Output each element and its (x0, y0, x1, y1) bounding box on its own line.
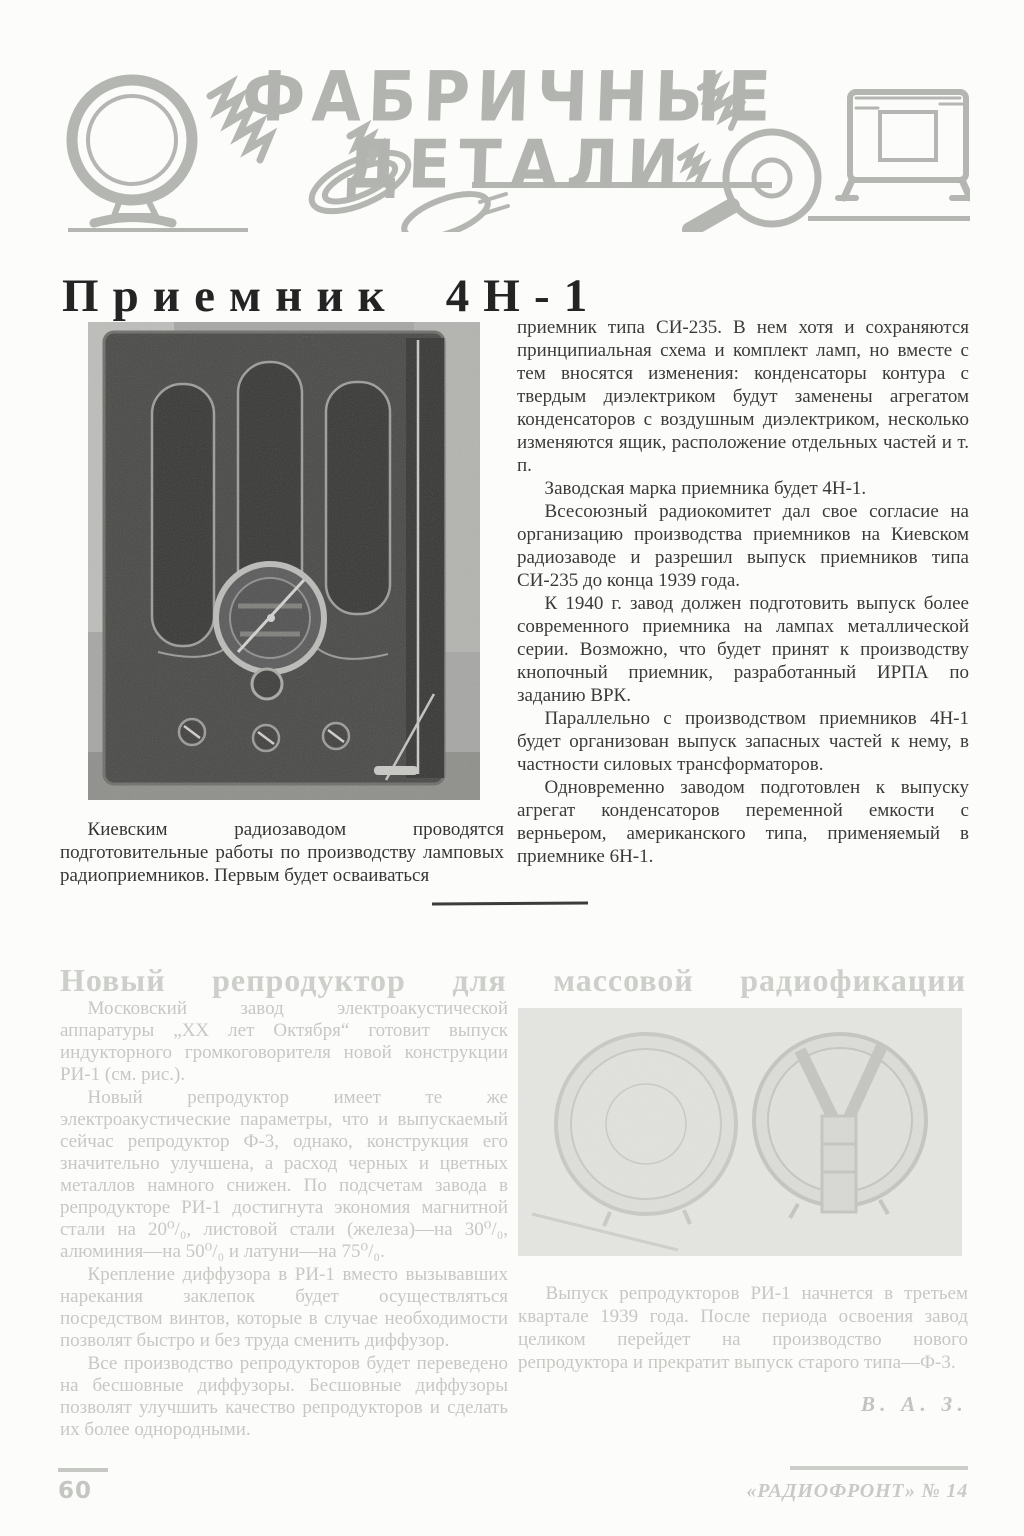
article1-title: Приемник 4Н-1 (62, 270, 602, 323)
paragraph: приемник типа СИ-235. В нем хотя и сохраняются принципиальная схема и комплект ламп, но вместе с тем вносятся изменения: конденсаторы контура с твердым диэлектриком будут заменены агрегатом конденсаторов с воздушным диэлектриком, несколько изменяются ящик, расположение отдельных частей и т. п. (517, 317, 969, 476)
paragraph: Новый репродуктор имеет те же электроакустические параметры, что и выпускаемый сейчас репродуктор Ф-3, однако, конструкция его значительно улучшена, а расход черных и цветных металлов намного снижен. По подсчетам завода в репродукторе РИ-1 достигнута экономия магнитной стали на 20⁰/₀, листовой стали (железа)—на 30⁰/₀, алюминия—на 50⁰/₀ и латуни—на 75⁰/₀. (60, 1087, 508, 1262)
paragraph: Московский завод электроакустической аппаратуры „XX лет Октября“ готовит выпуск индукторного громкоговорителя новой конструкции РИ-1 (см. рис.). (60, 998, 508, 1085)
paragraph: Параллельно с производством приемников 4Н-1 будет организован выпуск запасных частей к нему, в частности силовых трансформаторов. (517, 708, 969, 775)
article2-column2 (518, 1282, 968, 1374)
transformer-icon (838, 92, 970, 198)
radio-4n1-photo (88, 322, 480, 800)
paragraph: К 1940 г. завод должен подготовить выпуск более современного приемника на лампах металлической серии. Возможно, что будет принят к производству кнопочный приемник, разработанный ИРПА по заданию ВРК. (517, 593, 969, 706)
author-signature: В. А. З. (861, 1392, 968, 1416)
banner-rule (808, 216, 970, 221)
journal-title: «РАДИОФРОНТ» № 14 (746, 1480, 968, 1502)
paragraph: Крепление диффузора в РИ-1 вместо вызывавших нарекания заклепок будет осуществляться посредством винтов, которые в случае необходимости позволят быстро и без труда сменить диффузор. (60, 1264, 508, 1351)
speaker-driver-icon (690, 132, 818, 230)
ri1-loudspeakers-photo (518, 1008, 962, 1256)
page-number: 60 (58, 1478, 93, 1504)
paragraph: Всесоюзный радиокомитет дал свое согласие на организацию производства приемников на Киевском радиозаводе и разрешил выпуск приемников типа СИ-235 до конца 1939 года. (517, 501, 969, 591)
article2-column1 (60, 998, 508, 1442)
banner-title-word2: ДЕТАЛИ (342, 125, 689, 204)
header-banner (60, 40, 970, 232)
article1-column2 (517, 316, 969, 868)
footer-right-rule (790, 1466, 968, 1470)
section-divider-rule (432, 901, 588, 905)
article2-title: Новый репродуктор для массовой радиофикации (60, 961, 966, 998)
paragraph: Выпуск репродукторов РИ-1 начнется в третьем квартале 1939 года. После периода освоения завод целиком перейдет на производство нового репродуктора и прекратит выпуск старого типа—Ф-3. (518, 1283, 968, 1373)
caption-text: Киевским радиозаводом проводятся подготовительные работы по производству ламповых радиоприемников. Первым будет осваиваться (60, 819, 504, 886)
paragraph: Заводская марка приемника будет 4Н-1. (544, 478, 867, 499)
article1-caption (60, 818, 504, 887)
footer-left-rule (58, 1468, 108, 1472)
banner-title-word1: ФАБРИЧНЫЕ (240, 58, 779, 138)
paragraph: Одновременно заводом подготовлен к выпуску агрегат конденсаторов переменной емкости с верньером, американского типа, применяемый в приемнике 6Н-1. (517, 777, 969, 867)
paragraph: Все производство репродукторов будет переведено на бесшовные диффузоры. Бесшовные диффузоры позволят улучшить качество репродукторов и сделать их более однородными. (60, 1353, 508, 1440)
